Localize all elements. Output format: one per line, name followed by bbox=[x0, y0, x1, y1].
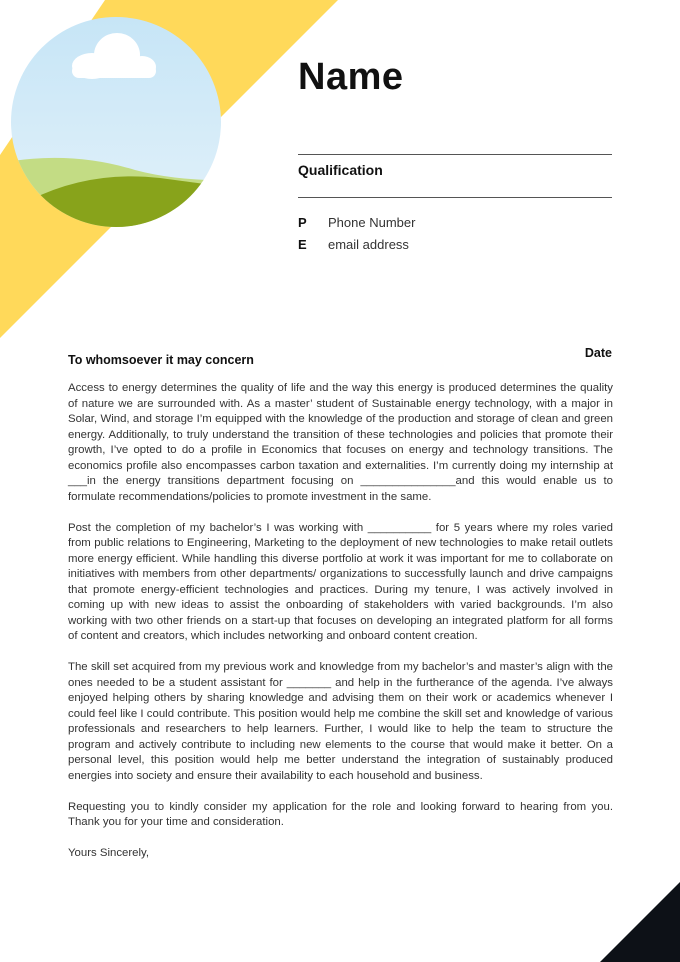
phone-value: Phone Number bbox=[328, 215, 416, 230]
paragraph-1: Access to energy determines the quality of life and the way this energy is produced determines the quality of nature we are surrounded with. As a master’ student of Sustainable energy technology, with a major in Solar, Wind, and storage I’m equipped with the knowledge of the production and storage of clean and green energy. Additionally, to truly understand the transition of these technologies and policies that promote their growth, I’ve opted to do a profile in Economics that focuses on energy and technology transitions. The economics profile also encompasses carbon taxation and externalities. I’m currently doing my internship at ___in the energy transitions department focusing on _______________and this would enable us to formulate recommendations/policies to promote investment in the same. bbox=[68, 382, 613, 503]
dark-corner-triangle bbox=[600, 882, 680, 962]
email-value: email address bbox=[328, 237, 409, 252]
paragraph-3: The skill set acquired from my previous work and knowledge from my bachelor’s and master’s align with the ones needed to be a student assistant for _______ and help in the furtherance of the agenda. I’ve always enjoyed helping others by sharing knowledge and advising them on their work or academics whenever I could feel like I could contribute. This position would help me combine the skill set and knowledge of various professionals and researchers to help learners. Further, I would like to help the team to structure the program and actively contribute to including new elements to the course that would make it better. On a personal level, this position would help me better understand the integration of sustainably produced energies into society and ensure their availability to each household and business. bbox=[68, 661, 613, 782]
email-label: E bbox=[298, 237, 307, 252]
paragraph-2: Post the completion of my bachelor’s I was working with __________ for 5 years where my roles varied from public relations to Engineering, Marketing to the deployment of new technologies to make retail outlets more energy efficient. While handling this diverse portfolio at work it was important for me to collaborate on initiatives with members from other departments/ organizations to successfully launch and drive campaigns that promote energy-efficient technologies and practices. During my tenure, I was actively involved in coming up with new ideas to assist the onboarding of stakeholders with varied backgrounds. I’m also working with two other friends on a start-up that focuses on developing an integrated platform for all forms of content and creators, which includes networking and onboard content creation. bbox=[68, 521, 613, 642]
salutation: To whomsoever it may concern bbox=[68, 353, 254, 367]
letter-date: Date bbox=[584, 346, 612, 360]
closing: Yours Sincerely, bbox=[68, 847, 150, 859]
header-decoration bbox=[0, 0, 340, 345]
divider-top bbox=[298, 154, 612, 155]
paragraph-4: Requesting you to kindly consider my application for the role and looking forward to hearing from you. Thank you for your time and consideration. bbox=[68, 800, 613, 828]
contact-email bbox=[298, 237, 409, 252]
landscape-image bbox=[0, 0, 340, 340]
letter-body bbox=[68, 381, 613, 877]
qualification: Qualification bbox=[298, 162, 383, 178]
phone-label: P bbox=[298, 215, 307, 230]
corner-decoration bbox=[600, 882, 680, 962]
applicant-name: Name bbox=[298, 56, 404, 98]
divider-bottom bbox=[298, 197, 612, 198]
contact-phone bbox=[298, 215, 415, 230]
